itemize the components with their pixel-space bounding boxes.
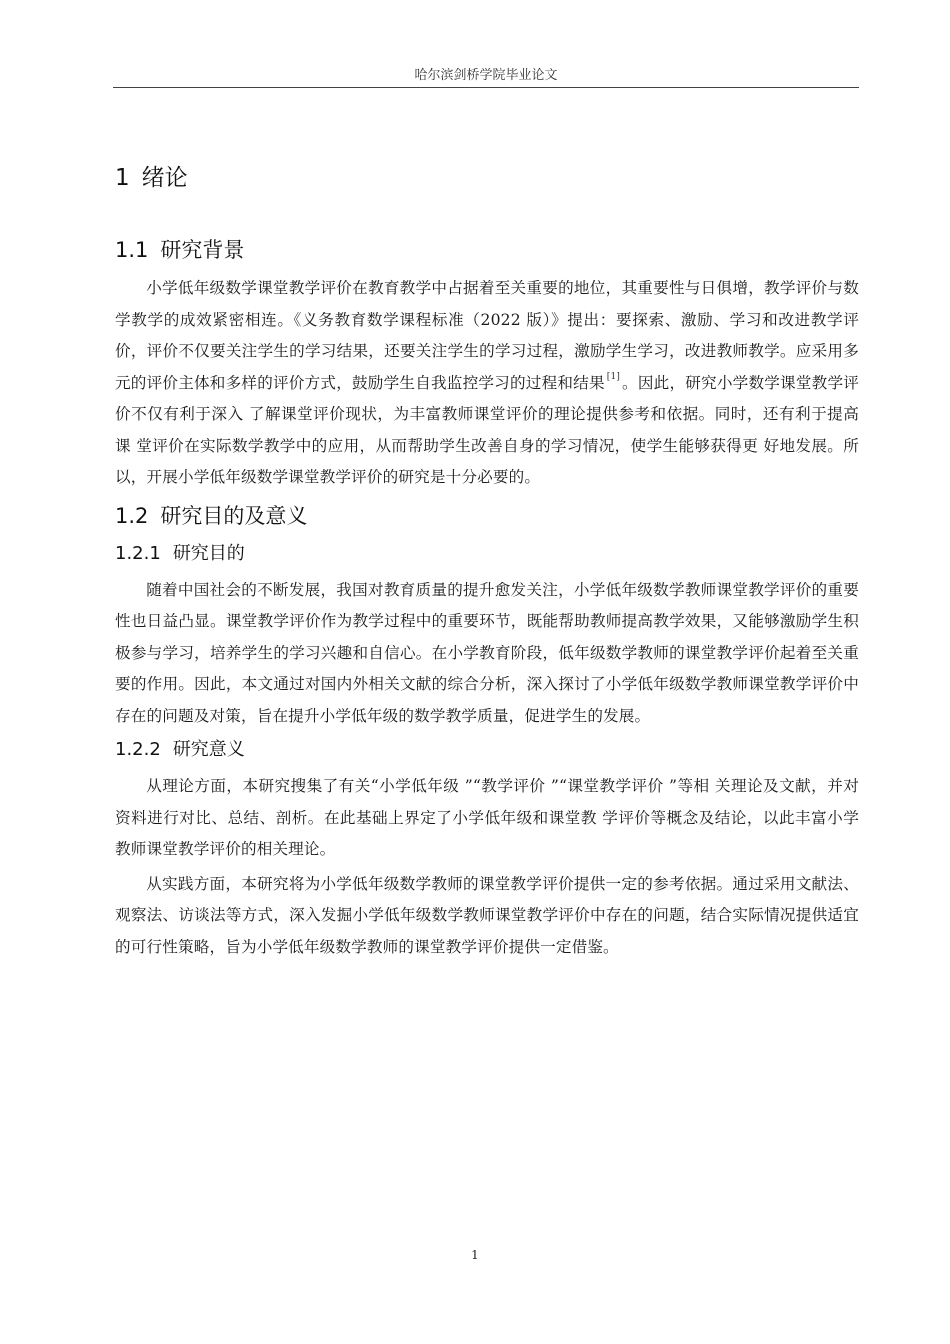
section-heading-purpose-significance xyxy=(115,497,859,535)
chapter-heading xyxy=(115,158,859,198)
chapter-number: 1 xyxy=(115,165,130,191)
citation-marker: [1] xyxy=(606,371,620,382)
document-body xyxy=(115,158,859,966)
section-heading-background xyxy=(115,231,859,269)
section-title: 研究背景 xyxy=(160,238,245,262)
subsection-title: 研究意义 xyxy=(172,739,245,760)
chapter-title: 绪论 xyxy=(141,165,188,191)
significance-practice-paragraph: 从实践方面，本研究将为小学低年级数学教师的课堂教学评价提供一定的参考依据。通过采用文献法、观察法、访谈法等方式，深入发掘小学低年级数学教师课堂教学评价中存在的问题，结合实际情况提供适宜的可行性策略，旨为小学低年级数学教师的课堂教学评价提供一定借鉴。 xyxy=(115,874,859,956)
purpose-paragraph: 随着中国社会的不断发展，我国对教育质量的提升愈发关注，小学低年级数学教师课堂教学评价的重要性也日益凸显。课堂教学评价作为教学过程中的重要环节，既能帮助教师提高教学效果，又能够激励学生积极参与学习，培养学生的学习兴趣和自信心。在小学教育阶段，低年级数学教师的课堂教学评价起着至关重要的作用。因此，本文通过对国内外相关文献的综合分析，深入探讨了小学低年级数学教师课堂教学评价中存在的问题及对策，旨在提升小学低年级的数学教学质量，促进学生的发展。 xyxy=(115,580,859,725)
background-text-part-2: 。因此，研究小学数学课堂教学评价不仅有利于深入 了解课堂评价现状，为丰富教师课堂评价的理论提供参考和依据。同时，还有利于提高课 堂评价在实际数学教学中的应用，从而帮助学生改善自身的学习情况，使学生能够获得更 好地发展。所以，开展小学低年级数学课堂教学评价的研究是十分必要的。 xyxy=(115,373,859,486)
subsection-heading-purpose xyxy=(115,539,859,569)
background-paragraph xyxy=(115,273,859,494)
section-number: 1.2 xyxy=(115,503,149,528)
header-divider xyxy=(113,87,859,88)
page-number: 1 xyxy=(471,1248,479,1262)
subsection-heading-significance xyxy=(115,735,859,765)
page-header-title: 哈尔滨剑桥学院毕业论文 xyxy=(414,68,558,83)
section-title: 研究目的及意义 xyxy=(160,503,308,528)
background-text-part-1: 小学低年级数学课堂教学评价在教育教学中占据着至关重要的地位，其重要性与日俱增，教学评价与数学教学的成效紧密相连。《义务教育数学课程标准（2022 版）》提出：要探索、激励、学习和改进教学评价，评价不仅要关注学生的学习结果，还要关注学生的学习过程，激励学生学习，改进教师教学。应采用多元的评价主体和多样的评价方式，鼓励学生自我监控学习的过程和结果 xyxy=(115,279,859,392)
section-number: 1.1 xyxy=(115,238,149,262)
subsection-number: 1.2.2 xyxy=(115,739,161,760)
subsection-number: 1.2.1 xyxy=(115,542,161,564)
subsection-title: 研究目的 xyxy=(172,542,245,564)
significance-theory-paragraph: 从理论方面，本研究搜集了有关“小学低年级 ”“教学评价 ”“课堂教学评价 ”等相 关理论及文献，并对资料进行对比、总结、剖析。在此基础上界定了小学低年级和课堂教 学评价等概念及结论，以此丰富小学教师课堂教学评价的相关理论。 xyxy=(115,777,859,858)
